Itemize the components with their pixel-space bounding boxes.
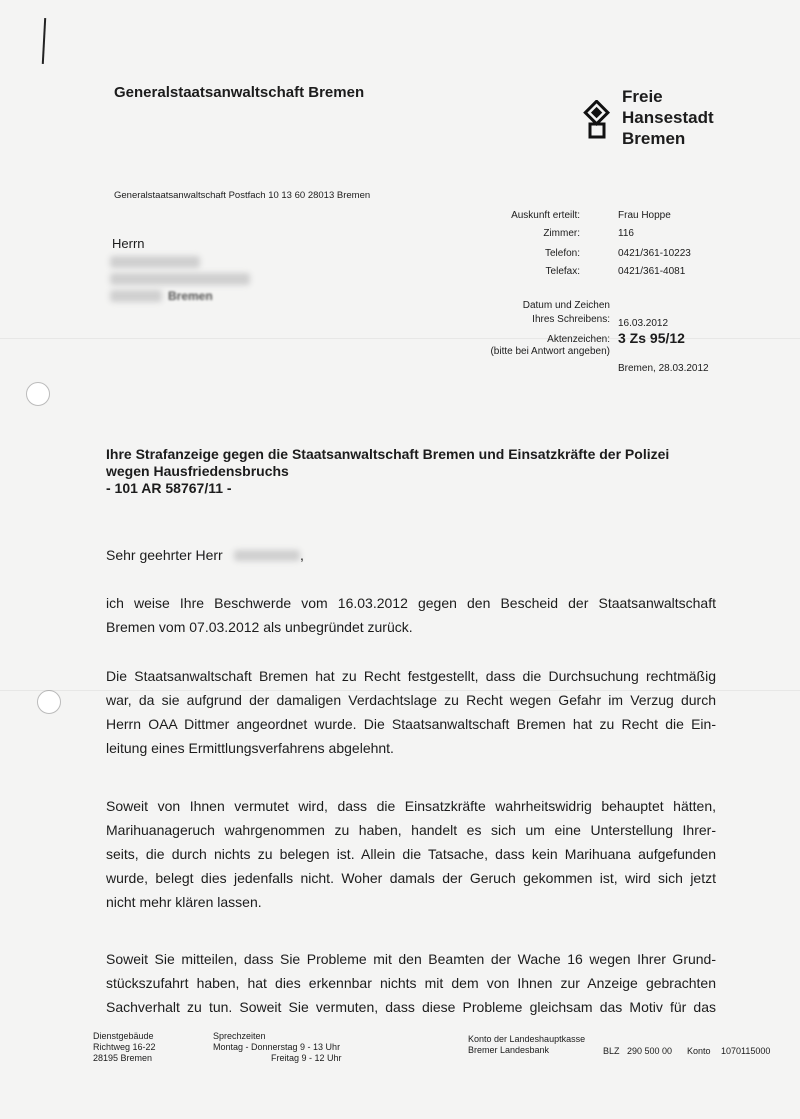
redacted-recipient-name bbox=[234, 550, 300, 561]
subject-line: - 101 AR 58767/11 - bbox=[106, 480, 232, 496]
info-value: 0421/361-4081 bbox=[618, 266, 686, 277]
punch-hole-bottom bbox=[37, 690, 61, 714]
greeting-comma: , bbox=[300, 547, 304, 563]
paragraph-2 bbox=[106, 664, 716, 760]
paragraph-3 bbox=[106, 794, 716, 914]
bremen-key-icon bbox=[580, 100, 616, 140]
subject-line: Ihre Strafanzeige gegen die Staatsanwaltschaft Bremen und Einsatzkräfte der Polizei bbox=[106, 446, 670, 462]
aktenzeichen-label: Aktenzeichen: bbox=[547, 334, 610, 345]
return-address: Generalstaatsanwaltschaft Postfach 10 13 60 28013 Bremen bbox=[114, 190, 371, 201]
footer-konto-value: 1070115000 bbox=[721, 1046, 771, 1056]
paragraph-line: ich weise Ihre Beschwerde vom 16.03.2012 gegen den Bescheid der Staatsanwaltschaft bbox=[106, 595, 716, 611]
footer-line: Dienstgebäude bbox=[93, 1031, 154, 1041]
paragraph-line: stückszufahrt haben, hat dies erkennbar nichts mit dem von Ihnen zur Anzeige gebrachten bbox=[106, 975, 716, 991]
footer-konto-label: Konto bbox=[687, 1046, 711, 1056]
recipient-city: Bremen bbox=[168, 289, 213, 303]
authority-name: Generalstaatsanwaltschaft Bremen bbox=[114, 84, 365, 101]
footer-line: 28195 Bremen bbox=[93, 1053, 153, 1063]
redacted-street bbox=[110, 273, 250, 285]
logo-line: Freie bbox=[622, 87, 663, 106]
paragraph-line: wurde, belegt dies jedenfalls nicht. Woher damals der Geruch gekommen ist, wird sich jetzt bbox=[106, 870, 716, 886]
redacted-postcode bbox=[110, 290, 162, 302]
paragraph-line: leitung eines Ermittlungsverfahrens abgelehnt. bbox=[106, 740, 394, 756]
info-value: 116 bbox=[618, 228, 634, 239]
paragraph-line: Sachverhalt zu tun. Soweit Sie vermuten, dass diese Probleme gleichsam das Motiv für das bbox=[106, 999, 716, 1015]
paragraph-line: nicht mehr klären lassen. bbox=[106, 894, 262, 910]
bremen-logo bbox=[580, 86, 740, 156]
greeting: Sehr geehrter Herr bbox=[106, 547, 223, 563]
info-label: Zimmer: bbox=[543, 228, 580, 239]
redacted-name bbox=[110, 256, 200, 268]
datum-label bbox=[460, 300, 610, 325]
datum-label-line: Datum und Zeichen bbox=[522, 300, 610, 311]
paragraph-line: Herrn OAA Dittmer angeordnet wurde. Die Staatsanwaltschaft Bremen hat zu Recht die Ein- bbox=[106, 716, 716, 732]
info-label: Auskunft erteilt: bbox=[511, 210, 580, 221]
footer-line: Bremer Landesbank bbox=[468, 1045, 550, 1055]
footer-bank bbox=[468, 1034, 585, 1056]
footer-blz-value: 290 500 00 bbox=[627, 1046, 673, 1056]
datum-label-line: Ihres Schreibens: bbox=[532, 314, 610, 325]
logo-line: Hansestadt bbox=[622, 108, 714, 127]
paragraph-line: Marihuanageruch wahrgenommen zu haben, handelt es sich um eine Unterstellung Ihrer- bbox=[106, 822, 716, 838]
paragraph-line: Soweit von Ihnen vermutet wird, dass die Einsatzkräfte wahrheitswidrig behauptet hätten, bbox=[106, 798, 716, 814]
footer-line: Richtweg 16-22 bbox=[93, 1042, 156, 1052]
pen-mark bbox=[42, 18, 46, 64]
info-value: 0421/361-10223 bbox=[618, 248, 691, 259]
recipient-salutation: Herrn bbox=[112, 236, 145, 251]
footer-line: Freitag 9 - 12 Uhr bbox=[271, 1053, 342, 1063]
paragraph-line: Die Staatsanwaltschaft Bremen hat zu Recht festgestellt, dass die Durchsuchung rechtmäßig bbox=[106, 668, 716, 684]
info-label: Telefon: bbox=[544, 248, 580, 259]
footer-blz-label: BLZ bbox=[603, 1046, 620, 1056]
paragraph-line: Bremen vom 07.03.2012 als unbegründet zurück. bbox=[106, 619, 413, 635]
footer-hours bbox=[213, 1031, 342, 1064]
datum-value: 16.03.2012 bbox=[618, 318, 669, 329]
paragraph-line: seits, die durch nichts zu belegen ist. Allein die Tatsache, dass kein Marihuana aufgefunden bbox=[106, 846, 716, 862]
footer-line: Konto der Landeshauptkasse bbox=[468, 1034, 586, 1044]
paragraph-4 bbox=[106, 947, 716, 1019]
aktenzeichen-value: 3 Zs 95/12 bbox=[618, 330, 685, 346]
logo-line: Bremen bbox=[622, 129, 686, 148]
paragraph-1 bbox=[106, 591, 716, 639]
subject-line: wegen Hausfriedensbruchs bbox=[106, 463, 289, 479]
paragraph-line: war, da sie aufgrund der damaligen Verdachtslage zu Recht wegen Gefahr im Verzug durch bbox=[106, 692, 716, 708]
punch-hole-top bbox=[26, 382, 50, 406]
paragraph-line: Soweit Sie mitteilen, dass Sie Probleme mit den Beamten der Wache 16 wegen Ihrer Grund- bbox=[106, 951, 716, 967]
footer-line: Montag - Donnerstag 9 - 13 Uhr bbox=[213, 1042, 341, 1052]
footer-building bbox=[93, 1031, 156, 1064]
footer-line: Sprechzeiten bbox=[213, 1031, 266, 1041]
info-value: Frau Hoppe bbox=[618, 210, 671, 221]
letter-date: Bremen, 28.03.2012 bbox=[618, 363, 709, 374]
info-label: Telefax: bbox=[545, 266, 580, 277]
aktenzeichen-note: (bitte bei Antwort angeben) bbox=[490, 346, 610, 357]
subject bbox=[106, 446, 746, 497]
